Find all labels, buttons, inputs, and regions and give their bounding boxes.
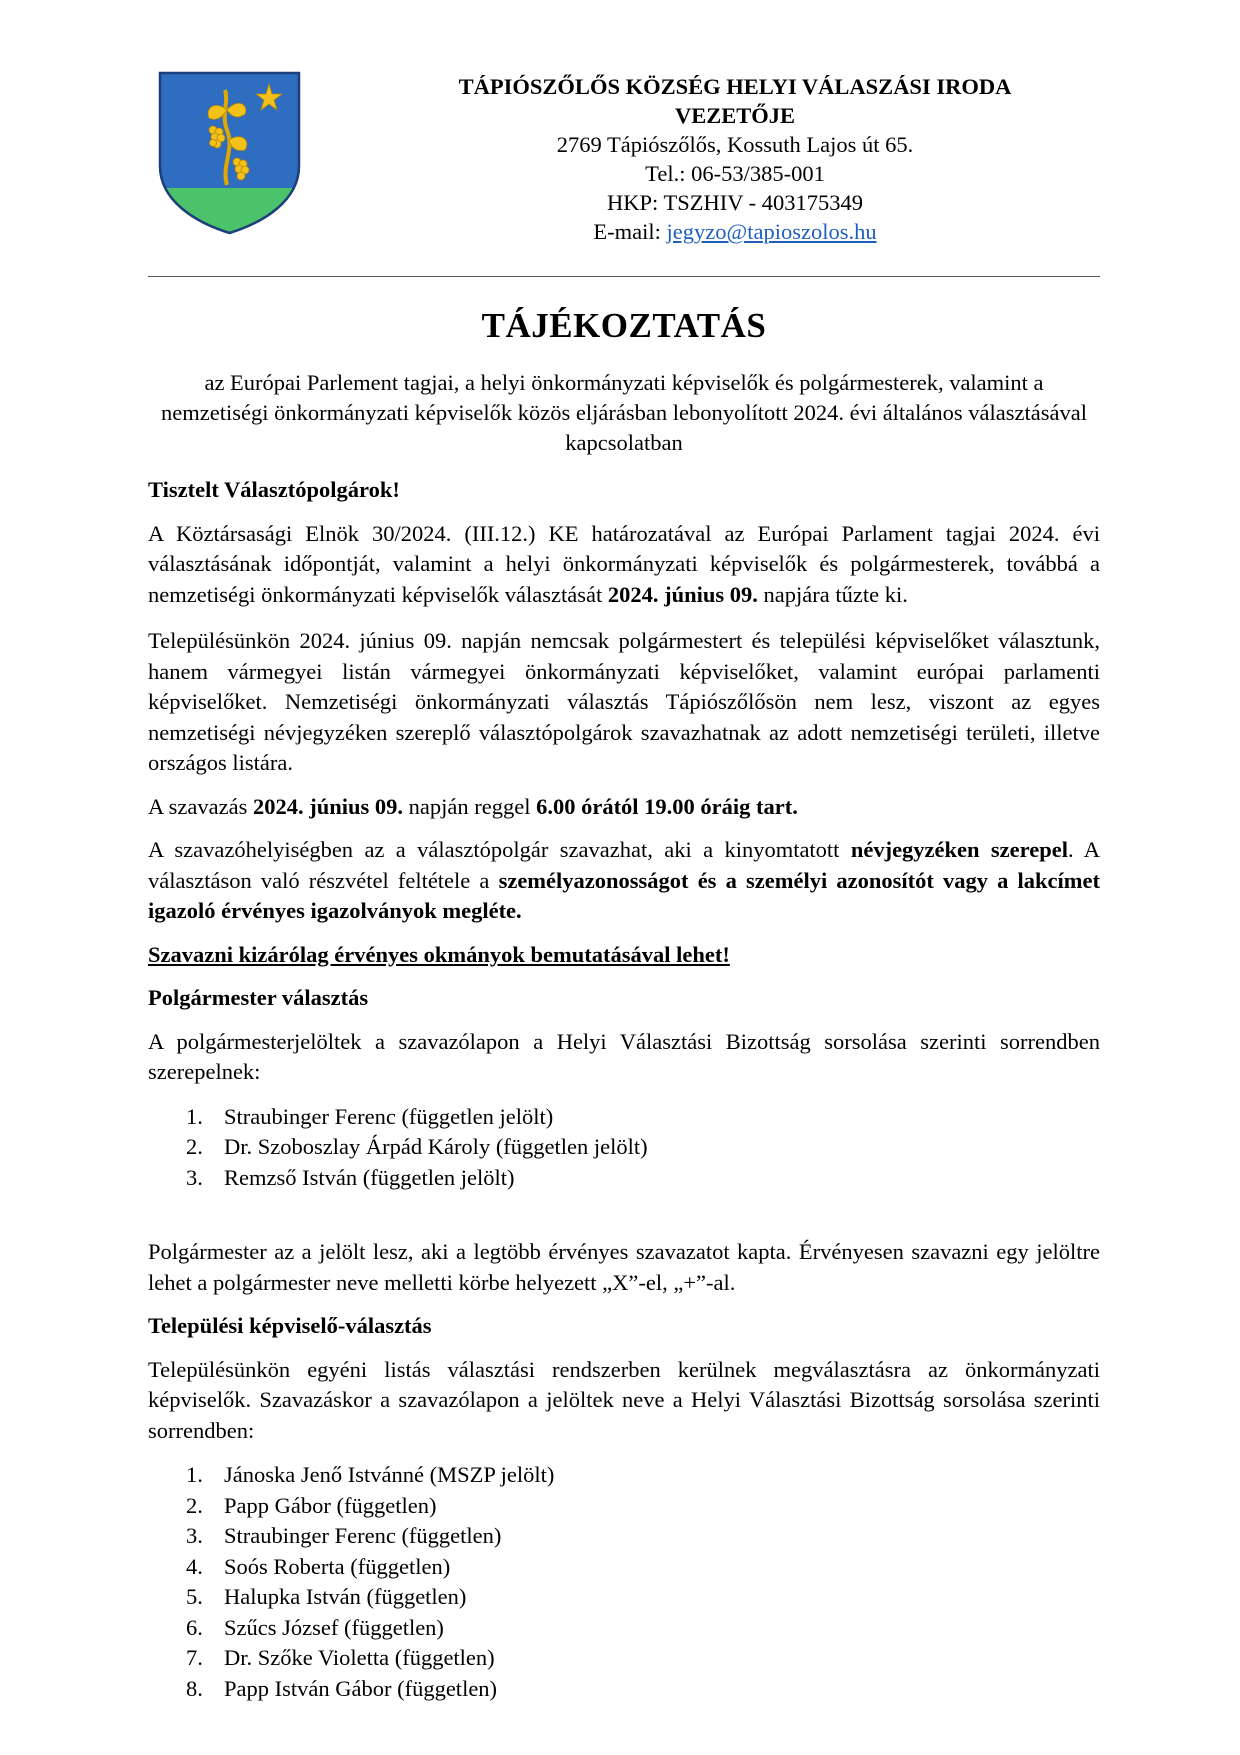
paragraph-eligibility xyxy=(148,835,1100,927)
paragraph-voting-hours xyxy=(148,792,1100,823)
list-item xyxy=(148,1643,1100,1674)
list-number: 5. xyxy=(186,1584,203,1609)
list-item xyxy=(148,1582,1100,1613)
list-number: 3. xyxy=(186,1523,203,1548)
paragraph-announcement xyxy=(148,519,1100,611)
list-item xyxy=(148,1491,1100,1522)
email-link[interactable]: jegyzo@tapioszolos.hu xyxy=(666,219,877,244)
text-run: napján reggel xyxy=(403,793,537,819)
list-number: 3. xyxy=(186,1164,203,1190)
list-item xyxy=(148,1132,1100,1163)
list-number: 4. xyxy=(186,1553,203,1579)
notice-documents: Szavazni kizárólag érvényes okmányok bemutatásával lehet! xyxy=(148,941,730,967)
voting-hours: 6.00 órától 19.00 óráig tart. xyxy=(536,793,798,819)
election-date: 2024. június 09. xyxy=(607,581,758,607)
heading-council: Települési képviselő-választás xyxy=(148,1313,432,1338)
text-run: . A választáson való részvétel feltétele a xyxy=(148,837,1101,893)
text-run: A szavazóhelyiségben az a választópolgár szavazhat, aki a kinyomtatott xyxy=(148,837,851,862)
candidate-name: Straubinger Ferenc (független) xyxy=(224,1523,502,1548)
text-run: A Köztársasági Elnök 30/2024. (III.12.) KE határozatával az Európai Parlament tagjai 2024. évi választásának időpontját, valamint a helyi önkormányzati képviselők és polgármesterek, továbbá a nemzetiségi önkormányzati képviselők választását xyxy=(148,520,1100,607)
heading-mayor: Polgármester választás xyxy=(148,985,369,1010)
candidate-name: Soós Roberta (független) xyxy=(224,1553,451,1579)
candidate-name: Papp István Gábor (független) xyxy=(224,1675,498,1701)
id-requirement: személyazonosságot és a személyi azonosítót vagy a lakcímet igazoló érvényes igazolványok megléte. xyxy=(148,867,1101,923)
list-number: 7. xyxy=(186,1645,203,1670)
mayor-candidate-list xyxy=(148,1102,1100,1194)
candidate-name: Papp Gábor (független) xyxy=(224,1492,437,1518)
org-phone: Tel.: 06-53/385-001 xyxy=(645,161,825,186)
paragraph-elections: Településünkön 2024. június 09. napján nemcsak polgármestert és települési képviselőket választunk, hanem vármegyei listán vármegyei önkormányzati képviselőket, valamint európai parlamenti képviselőket. Nemzetiségi önkormányzati választás Tápiószőlősön nem lesz, viszont az egyes nemzetiségi névjegyzéken szereplő választópolgárok szavazhatnak az adott nemzetiségi területi, illetve országos listára. xyxy=(148,628,1100,775)
list-number: 6. xyxy=(186,1614,203,1640)
council-intro: Településünkön egyéni listás választási rendszerben kerülnek megválasztásra az önkormányzati képviselők. Szavazáskor a szavazólapon a jelöltek neve a Helyi Választási Bizottság sorsolása szerinti sorrendben: xyxy=(148,1356,1100,1443)
voting-date: 2024. június 09. xyxy=(252,793,403,819)
text-run: A szavazás xyxy=(148,793,253,819)
list-item xyxy=(148,1552,1100,1583)
document-title: TÁJÉKOZTATÁS xyxy=(481,306,767,345)
candidate-name: Szűcs József (független) xyxy=(224,1614,444,1640)
mayor-intro: A polgármesterjelöltek a szavazólapon a Helyi Választási Bizottság sorsolása szerinti sorrendben szerepelnek: xyxy=(148,1028,1100,1084)
list-item xyxy=(148,1521,1100,1552)
list-item xyxy=(148,1460,1100,1491)
header-divider xyxy=(148,276,1100,277)
letterhead xyxy=(400,72,1070,246)
org-address: 2769 Tápiószőlős, Kossuth Lajos út 65. xyxy=(556,132,914,157)
candidate-name: Straubinger Ferenc (független jelölt) xyxy=(224,1103,554,1129)
greeting: Tisztelt Választópolgárok! xyxy=(148,477,400,502)
org-name-line2: VEZETŐJE xyxy=(674,103,796,128)
candidate-name: Dr. Szőke Violetta (független) xyxy=(224,1645,495,1670)
council-candidate-list xyxy=(148,1460,1100,1704)
list-item xyxy=(148,1674,1100,1705)
org-hkp: HKP: TSZHIV - 403175349 xyxy=(606,190,864,215)
list-item xyxy=(148,1163,1100,1194)
org-name-line1: TÁPIÓSZŐLŐS KÖZSÉG HELYI VÁLASZÁSI IRODA xyxy=(458,74,1012,99)
list-number: 2. xyxy=(186,1134,203,1159)
coat-of-arms-icon xyxy=(157,70,302,236)
list-number: 1. xyxy=(186,1462,203,1487)
register-requirement: névjegyzéken szerepel xyxy=(850,837,1068,862)
candidate-name: Jánoska Jenő Istvánné (MSZP jelölt) xyxy=(224,1462,555,1487)
candidate-name: Halupka István (független) xyxy=(224,1584,467,1609)
list-number: 8. xyxy=(186,1675,203,1701)
list-item xyxy=(148,1102,1100,1133)
shield-base xyxy=(157,188,302,236)
mayor-rule: Polgármester az a jelölt lesz, aki a legtöbb érvényes szavazatot kapta. Érvényesen szavazni egy jelöltre lehet a polgármester neve melletti körbe helyezett „X”-el, „+”-al. xyxy=(148,1239,1100,1295)
list-number: 1. xyxy=(186,1103,203,1129)
candidate-name: Remzső István (független jelölt) xyxy=(224,1164,515,1190)
candidate-name: Dr. Szoboszlay Árpád Károly (független jelölt) xyxy=(224,1134,648,1159)
email-label: E-mail: xyxy=(593,219,667,244)
document-body xyxy=(148,475,1100,1704)
text-run: napjára tűzte ki. xyxy=(757,581,908,607)
list-number: 2. xyxy=(186,1492,203,1518)
list-item xyxy=(148,1613,1100,1644)
document-subtitle: az Európai Parlement tagjai, a helyi önkormányzati képviselők és polgármesterek, valamint a nemzetiségi önkormányzati képviselők közös eljárásban lebonyolított 2024. évi általános választásával kapcsolatban xyxy=(161,370,1087,455)
org-email-row xyxy=(400,217,1070,246)
